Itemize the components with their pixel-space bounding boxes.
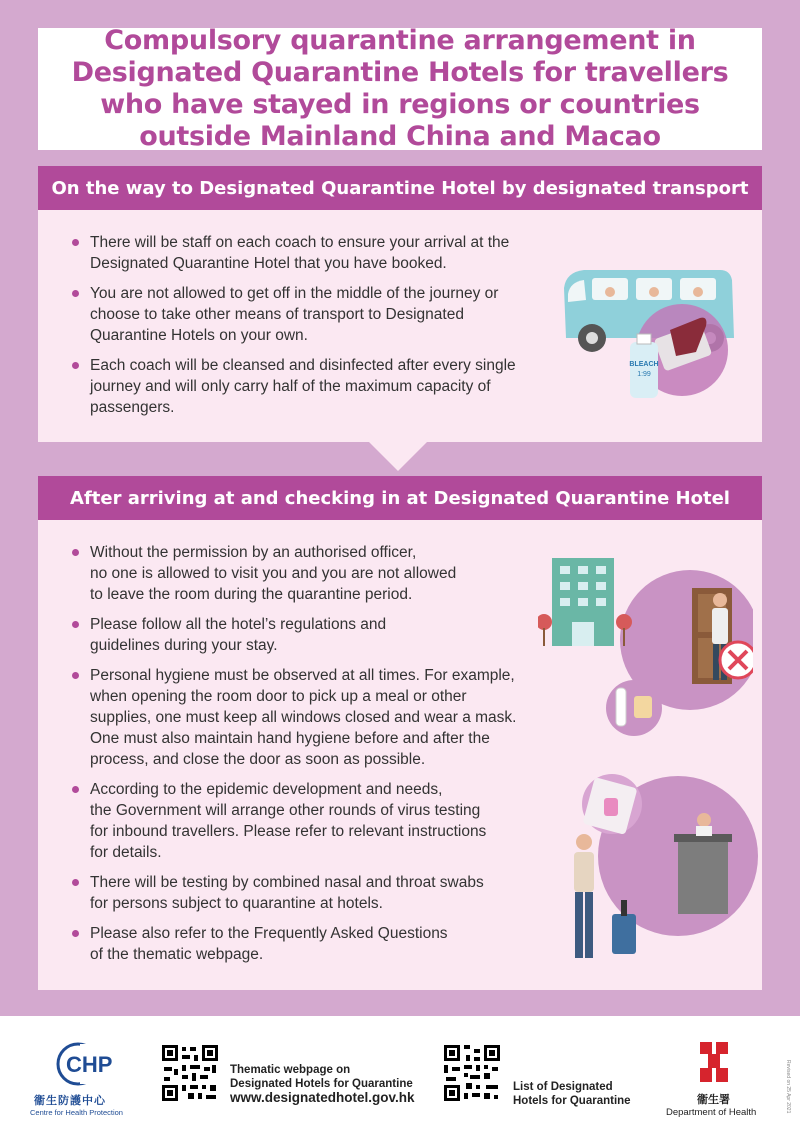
list-item: Please follow all the hotel’s regulations and guidelines during your stay.	[72, 614, 542, 656]
testing-illustration	[528, 768, 758, 968]
bleach-ratio: 1:99	[637, 371, 651, 378]
qr2-caption-line2: Hotels for Quarantine	[513, 1095, 631, 1107]
qr-code-thematic-webpage[interactable]	[160, 1043, 220, 1103]
qr2-caption-line1: List of Designated	[513, 1081, 613, 1093]
cross-icon	[720, 642, 753, 678]
chp-name-en: Centre for Health Protection	[30, 1108, 123, 1117]
section2-header: After arriving at and checking in at Designated Quarantine Hotel	[38, 476, 762, 520]
list-item: According to the epidemic development and needs, the Government will arrange other rounds of virus testing for inbound travellers. Please refer to relevant instructions for details.	[72, 779, 542, 863]
section1-bullet-list	[72, 232, 542, 427]
qr-code-hotel-list[interactable]	[442, 1043, 502, 1103]
chp-name-cn: 衞生防護中心	[34, 1095, 106, 1107]
building-icon	[538, 558, 632, 646]
doh-name-en: Department of Health	[666, 1107, 757, 1118]
section-arrow	[368, 441, 428, 471]
section2-body	[38, 520, 762, 990]
list-item: There will be staff on each coach to ensure your arrival at the Designated Quarantine Hotel that you have booked.	[72, 232, 542, 274]
section1-body	[38, 210, 762, 442]
department-of-health-logo	[697, 1040, 731, 1084]
bleach-bottle-icon	[629, 334, 658, 398]
list-item: Please also refer to the Frequently Asked Questions of the thematic webpage.	[72, 923, 542, 965]
chp-logo-text: CHP	[66, 1052, 113, 1077]
footer	[0, 1016, 800, 1130]
doh-name-cn: 衞生署	[697, 1094, 730, 1106]
revision-note: Revised on 25 Apr 2021	[785, 1060, 791, 1114]
qr1-caption-line2: Designated Hotels for Quarantine	[230, 1078, 413, 1090]
title-box	[38, 25, 762, 152]
list-item: There will be testing by combined nasal and throat swabs for persons subject to quarantine at hotels.	[72, 872, 542, 914]
coach-illustration	[550, 260, 750, 400]
qr1-caption-line1: Thematic webpage on	[230, 1064, 351, 1076]
chp-logo	[56, 1040, 116, 1090]
traveller-icon	[574, 834, 594, 958]
list-item: Personal hygiene must be observed at all times. For example, when opening the room door to pick up a meal or other supplies, one must keep all windows closed and wear a mask. One must also maintain hand hygiene before and after the process, and close the door as soon as possible.	[72, 665, 542, 770]
list-item: You are not allowed to get off in the middle of the journey or choose to take other means of transport to Designated Quarantine Hotels on your own.	[72, 283, 542, 346]
hotel-illustration	[538, 548, 753, 738]
list-item: Each coach will be cleansed and disinfected after every single journey and will only carry half of the maximum capacity of passengers.	[72, 355, 542, 418]
section1-header: On the way to Designated Quarantine Hotel by designated transport	[38, 166, 762, 210]
list-item: Without the permission by an authorised officer, no one is allowed to visit you and you are not allowed to leave the room during the quarantine period.	[72, 542, 542, 605]
section2-bullet-list	[72, 542, 542, 974]
page-title: Compulsory quarantine arrangement in Designated Quarantine Hotels for travellers who have stayed in regions or countries outside Mainland China and Macao	[71, 25, 729, 152]
bleach-label: BLEACH	[629, 361, 659, 368]
thematic-webpage-link[interactable]: www.designatedhotel.gov.hk	[230, 1090, 415, 1105]
